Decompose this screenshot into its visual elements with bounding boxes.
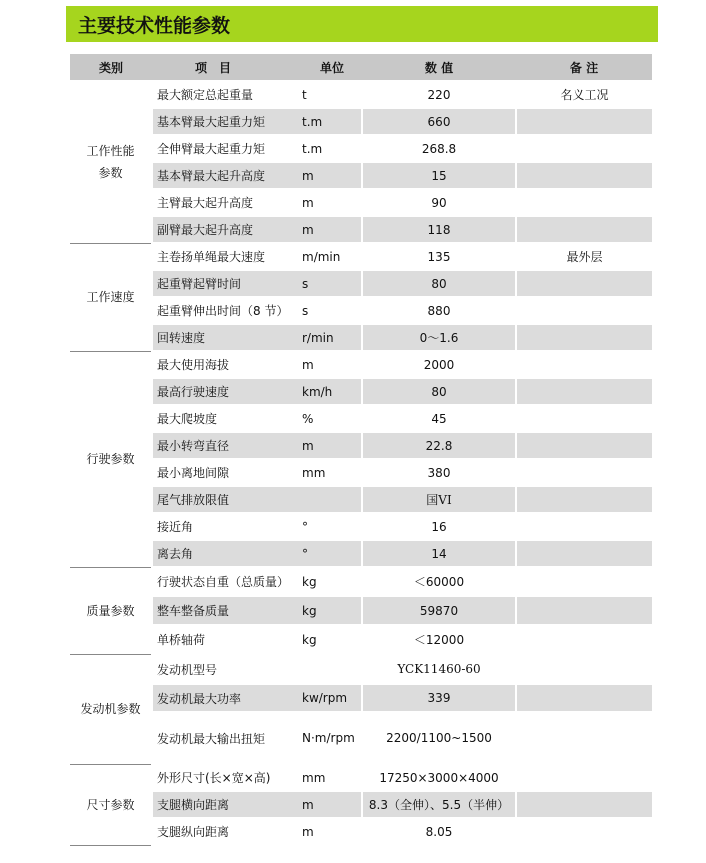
note-cell <box>516 270 652 297</box>
item-cell: 最小离地间隙 <box>152 459 300 486</box>
item-cell: 离去角 <box>152 540 300 567</box>
item-cell: 主臂最大起升高度 <box>152 189 300 216</box>
note-cell <box>516 297 652 324</box>
unit-cell: ° <box>300 540 362 567</box>
category-cell: 工作速度 <box>70 243 152 351</box>
table-row <box>70 513 652 540</box>
item-cell: 支腿纵向距离 <box>152 818 300 845</box>
item-cell: 最大额定总起重量 <box>152 81 300 108</box>
table-row <box>70 162 652 189</box>
table-row <box>70 684 652 712</box>
item-cell: 发动机最大功率 <box>152 684 300 712</box>
item-cell: 整车整备质量 <box>152 596 300 625</box>
table-row <box>70 81 652 108</box>
item-cell: 单桥轴荷 <box>152 625 300 654</box>
value-cell: 90 <box>362 189 516 216</box>
note-cell <box>516 324 652 351</box>
note-cell <box>516 764 652 791</box>
unit-cell: kw/rpm <box>300 684 362 712</box>
table-row <box>70 654 652 684</box>
value-cell: YCK11460-60 <box>362 654 516 684</box>
note-cell <box>516 351 652 378</box>
unit-cell: kg <box>300 567 362 596</box>
unit-cell: t.m <box>300 135 362 162</box>
spec-table <box>70 54 652 846</box>
unit-cell: mm <box>300 764 362 791</box>
item-cell: 起重臂起臂时间 <box>152 270 300 297</box>
note-cell <box>516 712 652 764</box>
unit-cell: t.m <box>300 108 362 135</box>
note-cell: 名义工况 <box>516 81 652 108</box>
table-row <box>70 791 652 818</box>
table-row <box>70 540 652 567</box>
item-cell: 起重臂伸出时间（8 节） <box>152 297 300 324</box>
item-cell: 最高行驶速度 <box>152 378 300 405</box>
category-cell: 行驶参数 <box>70 351 152 567</box>
item-cell: 行驶状态自重（总质量） <box>152 567 300 596</box>
unit-cell: % <box>300 405 362 432</box>
table-row <box>70 216 652 243</box>
value-cell: 0～1.6 <box>362 324 516 351</box>
table-row <box>70 324 652 351</box>
value-cell: 80 <box>362 270 516 297</box>
unit-cell: N·m/rpm <box>300 712 362 764</box>
note-cell <box>516 625 652 654</box>
table-row <box>70 818 652 845</box>
table-row <box>70 625 652 654</box>
header-note: 备 注 <box>516 54 652 81</box>
item-cell: 尾气排放限值 <box>152 486 300 513</box>
table-row <box>70 243 652 270</box>
note-cell <box>516 216 652 243</box>
page-title: 主要技术性能参数 <box>78 15 231 37</box>
item-cell: 发动机型号 <box>152 654 300 684</box>
unit-cell: m <box>300 162 362 189</box>
unit-cell: m <box>300 351 362 378</box>
table-row <box>70 486 652 513</box>
table-row <box>70 297 652 324</box>
table-row <box>70 270 652 297</box>
value-cell: 268.8 <box>362 135 516 162</box>
value-cell: 339 <box>362 684 516 712</box>
header-value: 数 值 <box>362 54 516 81</box>
category-cell: 质量参数 <box>70 567 152 654</box>
unit-cell: m <box>300 432 362 459</box>
value-cell: 22.8 <box>362 432 516 459</box>
item-cell: 全伸臂最大起重力矩 <box>152 135 300 162</box>
note-cell <box>516 432 652 459</box>
table-row <box>70 567 652 596</box>
value-cell: 2200/1100~1500 <box>362 712 516 764</box>
value-cell: 8.05 <box>362 818 516 845</box>
item-cell: 基本臂最大起重力矩 <box>152 108 300 135</box>
note-cell <box>516 818 652 845</box>
item-cell: 主卷扬单绳最大速度 <box>152 243 300 270</box>
value-cell: ＜60000 <box>362 567 516 596</box>
item-cell: 最小转弯直径 <box>152 432 300 459</box>
note-cell <box>516 791 652 818</box>
value-cell: 59870 <box>362 596 516 625</box>
header-unit: 单位 <box>300 54 362 81</box>
item-cell: 基本臂最大起升高度 <box>152 162 300 189</box>
note-cell <box>516 567 652 596</box>
table-row <box>70 596 652 625</box>
value-cell: 14 <box>362 540 516 567</box>
value-cell: 880 <box>362 297 516 324</box>
table-row <box>70 712 652 764</box>
table-row <box>70 432 652 459</box>
table-row <box>70 378 652 405</box>
value-cell: 8.3（全伸）、5.5（半伸） <box>362 791 516 818</box>
note-cell <box>516 684 652 712</box>
note-cell <box>516 108 652 135</box>
header-category: 类别 <box>70 54 152 81</box>
table-header-row <box>70 54 652 81</box>
item-cell: 副臂最大起升高度 <box>152 216 300 243</box>
unit-cell: s <box>300 270 362 297</box>
unit-cell: r/min <box>300 324 362 351</box>
table-row <box>70 351 652 378</box>
item-cell: 支腿横向距离 <box>152 791 300 818</box>
unit-cell: m/min <box>300 243 362 270</box>
unit-cell: m <box>300 189 362 216</box>
value-cell: 220 <box>362 81 516 108</box>
item-cell: 回转速度 <box>152 324 300 351</box>
value-cell: 118 <box>362 216 516 243</box>
item-cell: 接近角 <box>152 513 300 540</box>
note-cell <box>516 135 652 162</box>
value-cell: 15 <box>362 162 516 189</box>
unit-cell: mm <box>300 459 362 486</box>
value-cell: 国VI <box>362 486 516 513</box>
note-cell: 最外层 <box>516 243 652 270</box>
unit-cell: m <box>300 818 362 845</box>
table-row <box>70 108 652 135</box>
spec-table-body <box>70 81 652 845</box>
value-cell: 660 <box>362 108 516 135</box>
table-row <box>70 189 652 216</box>
unit-cell: kg <box>300 596 362 625</box>
note-cell <box>516 654 652 684</box>
item-cell: 外形尺寸(长×宽×高) <box>152 764 300 791</box>
value-cell: 17250×3000×4000 <box>362 764 516 791</box>
table-row <box>70 135 652 162</box>
unit-cell <box>300 486 362 513</box>
title-bar <box>66 6 658 42</box>
note-cell <box>516 459 652 486</box>
table-row <box>70 405 652 432</box>
unit-cell <box>300 654 362 684</box>
note-cell <box>516 378 652 405</box>
unit-cell: s <box>300 297 362 324</box>
header-item: 项 目 <box>152 54 300 81</box>
value-cell: 2000 <box>362 351 516 378</box>
item-cell: 发动机最大输出扭矩 <box>152 712 300 764</box>
category-cell: 尺寸参数 <box>70 764 152 845</box>
item-cell: 最大爬坡度 <box>152 405 300 432</box>
value-cell: 45 <box>362 405 516 432</box>
note-cell <box>516 540 652 567</box>
unit-cell: m <box>300 791 362 818</box>
category-cell: 发动机参数 <box>70 654 152 764</box>
value-cell: ＜12000 <box>362 625 516 654</box>
table-row <box>70 459 652 486</box>
unit-cell: t <box>300 81 362 108</box>
note-cell <box>516 189 652 216</box>
value-cell: 135 <box>362 243 516 270</box>
note-cell <box>516 513 652 540</box>
unit-cell: km/h <box>300 378 362 405</box>
item-cell: 最大使用海拔 <box>152 351 300 378</box>
value-cell: 380 <box>362 459 516 486</box>
note-cell <box>516 486 652 513</box>
unit-cell: ° <box>300 513 362 540</box>
table-row <box>70 764 652 791</box>
value-cell: 80 <box>362 378 516 405</box>
note-cell <box>516 405 652 432</box>
note-cell <box>516 596 652 625</box>
category-cell: 工作性能 参数 <box>70 81 152 243</box>
note-cell <box>516 162 652 189</box>
unit-cell: m <box>300 216 362 243</box>
unit-cell: kg <box>300 625 362 654</box>
value-cell: 16 <box>362 513 516 540</box>
